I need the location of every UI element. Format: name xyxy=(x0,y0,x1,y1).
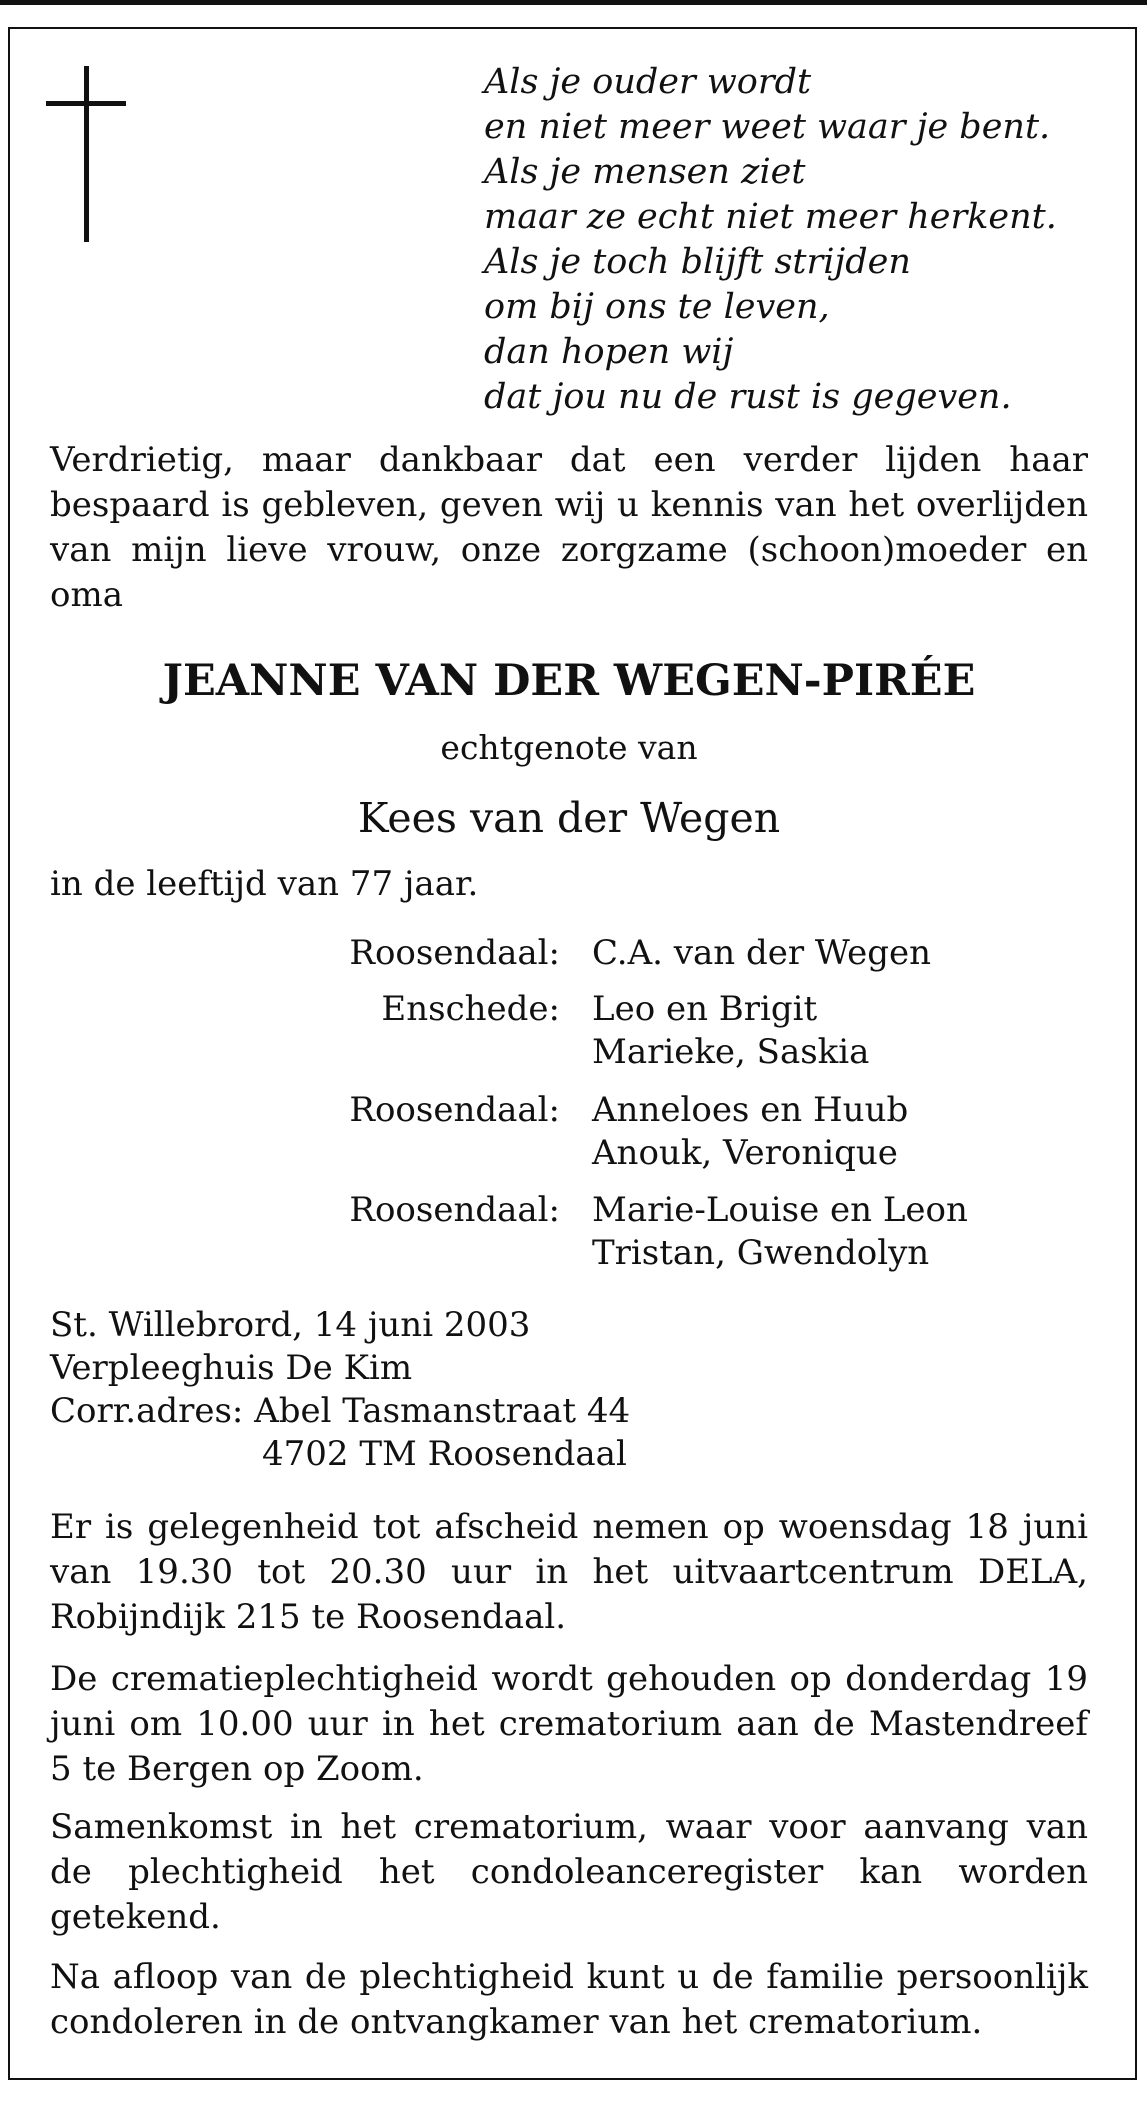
place-date: St. Willebrord, 14 juni 2003 xyxy=(50,1305,531,1345)
farewell-paragraph: Er is gelegenheid tot afscheid nemen op woensdag 18 juni van 19.30 tot 20.30 uur in het uitvaartcentrum DELA, Robijndijk 215 te Roosendaal. xyxy=(50,1507,1088,1637)
deceased-name: JEANNE VAN DER WEGEN-PIRÉE xyxy=(162,656,976,706)
poem-line: Als je toch blijft strijden xyxy=(484,242,911,282)
family-names: Marie-Louise en Leon xyxy=(592,1190,968,1230)
family-place: Roosendaal: xyxy=(349,1190,560,1230)
family-names: Anneloes en Huub xyxy=(592,1090,909,1130)
location: Verpleeghuis De Kim xyxy=(50,1348,413,1388)
cross-icon-horizontal xyxy=(46,101,126,106)
family-place: Roosendaal: xyxy=(349,1090,560,1130)
poem-line: om bij ons te leven, xyxy=(484,287,830,327)
cremation-paragraph: De crematieplechtigheid wordt gehouden op donderdag 19 juni om 10.00 uur in het crematorium aan de Mastendreef 5 te Bergen op Zoom. xyxy=(50,1659,1088,1789)
family-names: Tristan, Gwendolyn xyxy=(592,1233,930,1273)
correspondence-postcode: 4702 TM Roosendaal xyxy=(262,1434,627,1474)
poem-line: en niet meer weet waar je bent. xyxy=(484,107,1051,147)
family-place: Enschede: xyxy=(381,989,560,1029)
correspondence-address: Corr.adres: Abel Tasmanstraat 44 xyxy=(50,1391,631,1431)
relation-label: echtgenote van xyxy=(440,728,698,767)
poem xyxy=(484,60,1124,420)
top-rule xyxy=(0,0,1147,5)
condolence-paragraph: Na afloop van de plechtigheid kunt u de familie persoonlijk condoleren in de ontvangkamer van het crematorium. xyxy=(50,1957,1088,2042)
age-text: in de leeftijd van 77 jaar. xyxy=(50,864,479,904)
cross-icon-vertical xyxy=(84,66,89,242)
poem-line: Als je ouder wordt xyxy=(484,62,812,102)
family-place: Roosendaal: xyxy=(349,933,560,973)
poem-line: maar ze echt niet meer herkent. xyxy=(484,197,1057,237)
family-names: Anouk, Veronique xyxy=(592,1133,898,1173)
poem-line: Als je mensen ziet xyxy=(484,152,806,192)
intro-paragraph: Verdrietig, maar dankbaar dat een verder lijden haar bespaard is gebleven, geven wij u kennis van het overlijden van mijn lieve vrouw, onze zorgzame (schoon)moeder en oma xyxy=(50,440,1088,615)
family-names: C.A. van der Wegen xyxy=(592,933,931,973)
poem-line: dat jou nu de rust is gegeven. xyxy=(484,377,1012,417)
gathering-paragraph: Samenkomst in het crematorium, waar voor aanvang van de plechtigheid het condoleanceregister kan worden getekend. xyxy=(50,1807,1088,1937)
spouse-name: Kees van der Wegen xyxy=(357,794,781,842)
poem-line: dan hopen wij xyxy=(484,332,734,372)
family-names: Leo en Brigit xyxy=(592,989,818,1029)
family-names: Marieke, Saskia xyxy=(592,1032,870,1072)
